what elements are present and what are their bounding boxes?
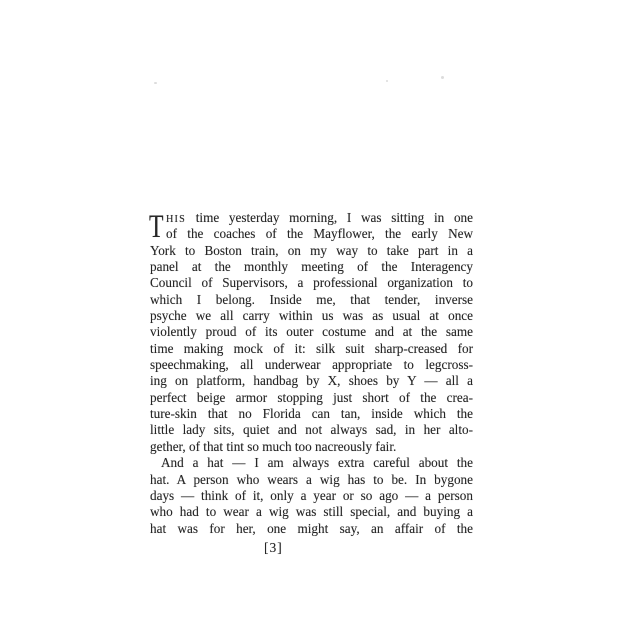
text-line: who had to wear a wig was still special, and buying a: [150, 504, 473, 520]
text-line: psyche we all carry within us was as usual at once: [150, 308, 473, 324]
text-line: violently proud of its outer costume and at the same: [150, 324, 473, 340]
text-line: perfect beige armor stopping just short of the crea-: [150, 389, 473, 405]
text-line: time making mock of it: silk suit sharp-creased for: [150, 340, 473, 356]
text-line: speechmaking, all underwear appropriate to legcross-: [150, 357, 473, 373]
small-caps-word: HIS: [166, 214, 187, 225]
text-line: ture-skin that no Florida can tan, inside which the: [150, 406, 473, 422]
page-text: [150, 210, 473, 537]
scan-speck: [154, 82, 157, 84]
text-line: which I belong. Inside me, that tender, inverse: [150, 291, 473, 307]
text-line-first: [150, 210, 473, 226]
first-line-text: time yesterday morning, I was sitting in one: [186, 210, 473, 225]
scan-speck: [441, 76, 444, 79]
text-line: days — think of it, only a year or so ago — a person: [150, 487, 473, 503]
drop-cap: T: [149, 209, 164, 245]
paragraph-lines: [150, 226, 473, 537]
text-line: ing on platform, handbag by X, shoes by Y — all a: [150, 373, 473, 389]
text-line: gether, of that tint so much too nacreously fair.: [150, 438, 397, 454]
text-line: hat. A person who wears a wig has to be. In bygone: [150, 471, 473, 487]
page-number: [3]: [264, 540, 283, 555]
text-line: And a hat — I am always extra careful about the: [161, 455, 473, 471]
text-line: York to Boston train, on my way to take part in a: [150, 242, 473, 258]
text-line: hat was for her, one might say, an affair of the: [150, 520, 473, 536]
text-line: panel at the monthly meeting of the Interagency: [150, 259, 473, 275]
scan-speck: [386, 80, 388, 82]
text-line: of the coaches of the Mayflower, the early New: [166, 226, 473, 242]
text-line: Council of Supervisors, a professional organization to: [150, 275, 473, 291]
text-line: little lady sits, quiet and not always sad, in her alto-: [150, 422, 473, 438]
